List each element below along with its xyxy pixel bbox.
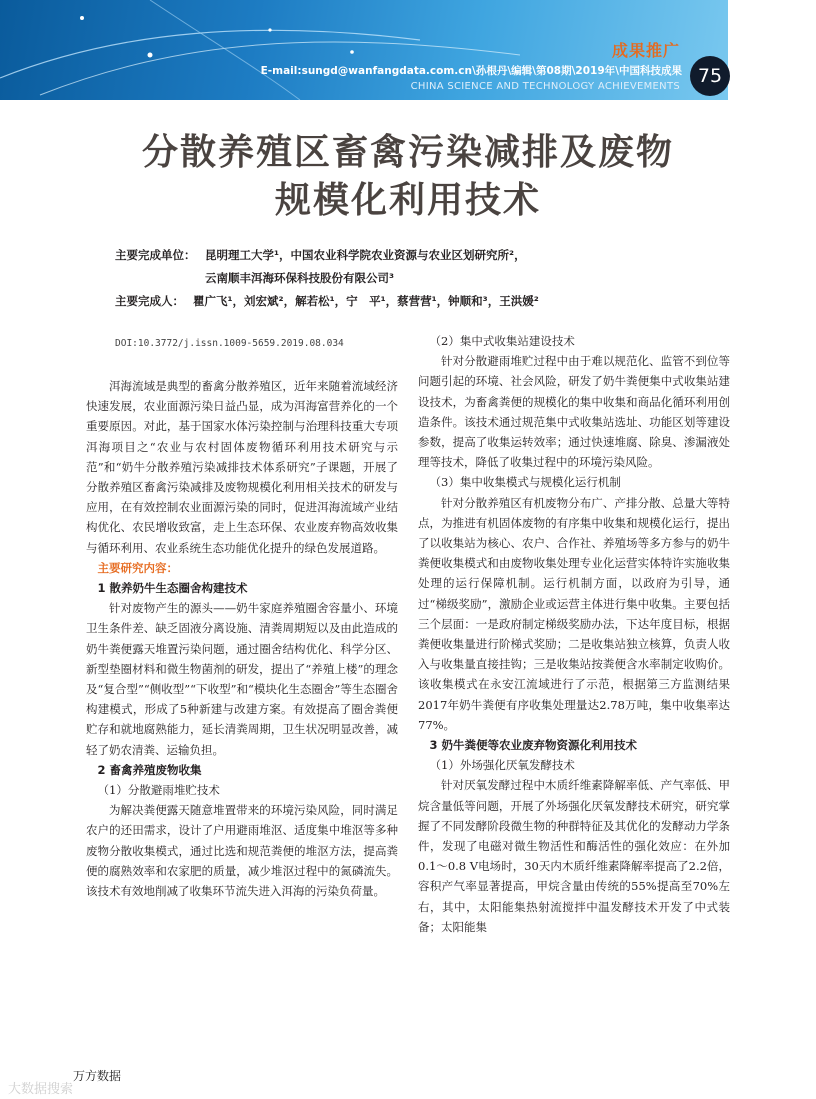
section-1-body: 针对废物产生的源头——奶牛家庭养殖圈舍容量小、环境卫生条件差、缺乏固液分离设施、清粪周期短以及由此造成的奶牛粪便露天堆置污染问题，通过圈舍结构优化、科学分区、新型垫圈材料和微生物菌剂的研发，提出了“养殖上楼”的理念及“复合型”“侧收型”“下收型”和“模块化生态圈舍”等生态圈舍构建模式，形成了5种新建与改建方案。有效提高了圈舍粪便贮存和就地腐熟能力，延长清粪周期，卫生状况明显改善，减轻了奶农清粪、运输负担。 [86, 601, 398, 757]
people-list: 瞿广飞¹，刘宏斌²，解若松¹，宁 平¹，蔡营营¹，钟顺和³，王洪媛² [193, 294, 539, 308]
units-label: 主要完成单位： [115, 248, 196, 262]
article-title-line2: 规模化利用技术 [274, 179, 541, 221]
journal-header-banner [0, 0, 728, 100]
section-2-sub3-heading: （3）集中收集模式与规模化运行机制 [429, 475, 621, 490]
section-2-sub2-body: 针对分散避雨堆贮过程中由于难以规范化、监管不到位等问题引起的环境、社会风险，研发了奶牛粪便集中式收集站建设技术，为畜禽粪便的规模化的集中收集和商品化循环利用创造条件。该技术通过规范集中式收集站选址、功能区划等建设参数，提高了收集运转效率；通过快速堆腐、除臭、渗漏液处理等技术，降低了收集过程中的环境污染风险。 [418, 354, 730, 470]
right-column [418, 331, 730, 937]
section-label: 成果推广 [611, 41, 680, 60]
section-3-heading: 3 奶牛粪便等农业废弃物资源化利用技术 [429, 738, 638, 753]
section-3-sub1-heading: （1）外场强化厌氧发酵技术 [429, 758, 575, 773]
section-2-sub1-body: 为解决粪便露天随意堆置带来的环境污染风险，同时满足农户的还田需求，设计了户用避雨堆沤、适度集中堆沤等多种废物分散收集模式，通过比选和规范粪便的堆沤方法，提高粪便的腐熟效率和农家肥的质量，减少堆沤过程中的氮磷流失。该技术有效地削减了收集环节流失进入洱海的污染负荷量。 [86, 803, 398, 899]
doi: DOI:10.3772/j.issn.1009-5659.2019.08.034 [115, 338, 344, 349]
units-line1: 昆明理工大学¹，中国农业科学院农业资源与农业区划研究所²， [205, 248, 526, 262]
watermark-text: 大数据搜索 [8, 1082, 74, 1097]
section-1-heading: 1 散养奶牛生态圈舍构建技术 [97, 581, 248, 596]
intro-paragraph: 洱海流域是典型的畜禽分散养殖区，近年来随着流域经济快速发展，农业面源污染日益凸显，成为洱海富营养化的一个重要原因。对此，基于国家水体污染控制与治理科技重大专项洱海项目之“农业与农村固体废物循环利用技术研究与示范”和“奶牛分散养殖污染减排技术体系研究”子课题，开展了分散养殖区畜禽污染减排及废物规模化利用相关技术的研发与应用，在有效控制农业面源污染的同时，促进洱海流域产业结构优化、农民增收致富，走上生态环保、农业废弃物高效收集与循环利用、农业系统生态功能优化提升的绿色发展道路。 [86, 379, 398, 555]
section-2-sub3-body: 针对分散养殖区有机废物分布广、产排分散、总量大等特点，为推进有机固体废物的有序集中收集和规模化运行，提出了以收集站为核心、农户、合作社、养殖场等多方参与的奶牛粪便收集模式和由废物收集处理专业化运营实体特许实施收集处理的运行保障机制。运行机制方面，以政府为引导，通过“梯级奖励”，激励企业或运营主体进行集中收集。主要包括三个层面：一是政府制定梯级奖励办法，下达年度目标，根据粪便收集量进行阶梯式奖励；二是收集站独立核算，负责人收入与收集量直接挂钩；三是收集站按粪便含水率制定收购价。该收集模式在永安江流域进行了示范，根据第三方监测结果2017年奶牛粪便有序收集处理量达2.78万吨，集中收集率达77%。 [418, 495, 730, 732]
left-column [86, 376, 398, 901]
header-email-line: E-mail:sungd@wanfangdata.com.cn\孙根丹\编辑\第08期\2019年\中国科技成果 [260, 65, 682, 77]
section-2-heading: 2 畜禽养殖废物收集 [97, 762, 202, 777]
section-2-sub2-heading: （2）集中式收集站建设技术 [429, 334, 575, 348]
page-number-badge: 75 [690, 56, 730, 96]
article-title-line1: 分散养殖区畜禽污染减排及废物 [141, 131, 674, 173]
journal-english-name: CHINA SCIENCE AND TECHNOLOGY ACHIEVEMENTS [410, 81, 680, 92]
section-3-sub1-body: 针对厌氧发酵过程中木质纤维素降解率低、产气率低、甲烷含量低等问题，开展了外场强化厌氧发酵技术研究，研究掌握了不同发酵阶段微生物的种群特征及其优化的发酵动力学条件，发现了电磁对微生物活性和酶活性的强化效应：在外加0.1～0.8 V电场时，30天内木质纤维素降解率提高了2.2倍，容积产气率显著提高，甲烷含量由传统的55%提高至70%左右，其中，太阳能集热射流搅拌中温发酵技术开发了中式装备；太阳能集 [418, 778, 730, 934]
wanfang-data-logo: 万方数据 [73, 1069, 122, 1083]
section-2-sub1-heading: （1）分散避雨堆贮技术 [97, 783, 220, 798]
units-line2: 云南顺丰洱海环保科技股份有限公司³ [205, 271, 395, 285]
content-heading: 主要研究内容： [97, 560, 178, 575]
people-label: 主要完成人： [115, 294, 184, 308]
